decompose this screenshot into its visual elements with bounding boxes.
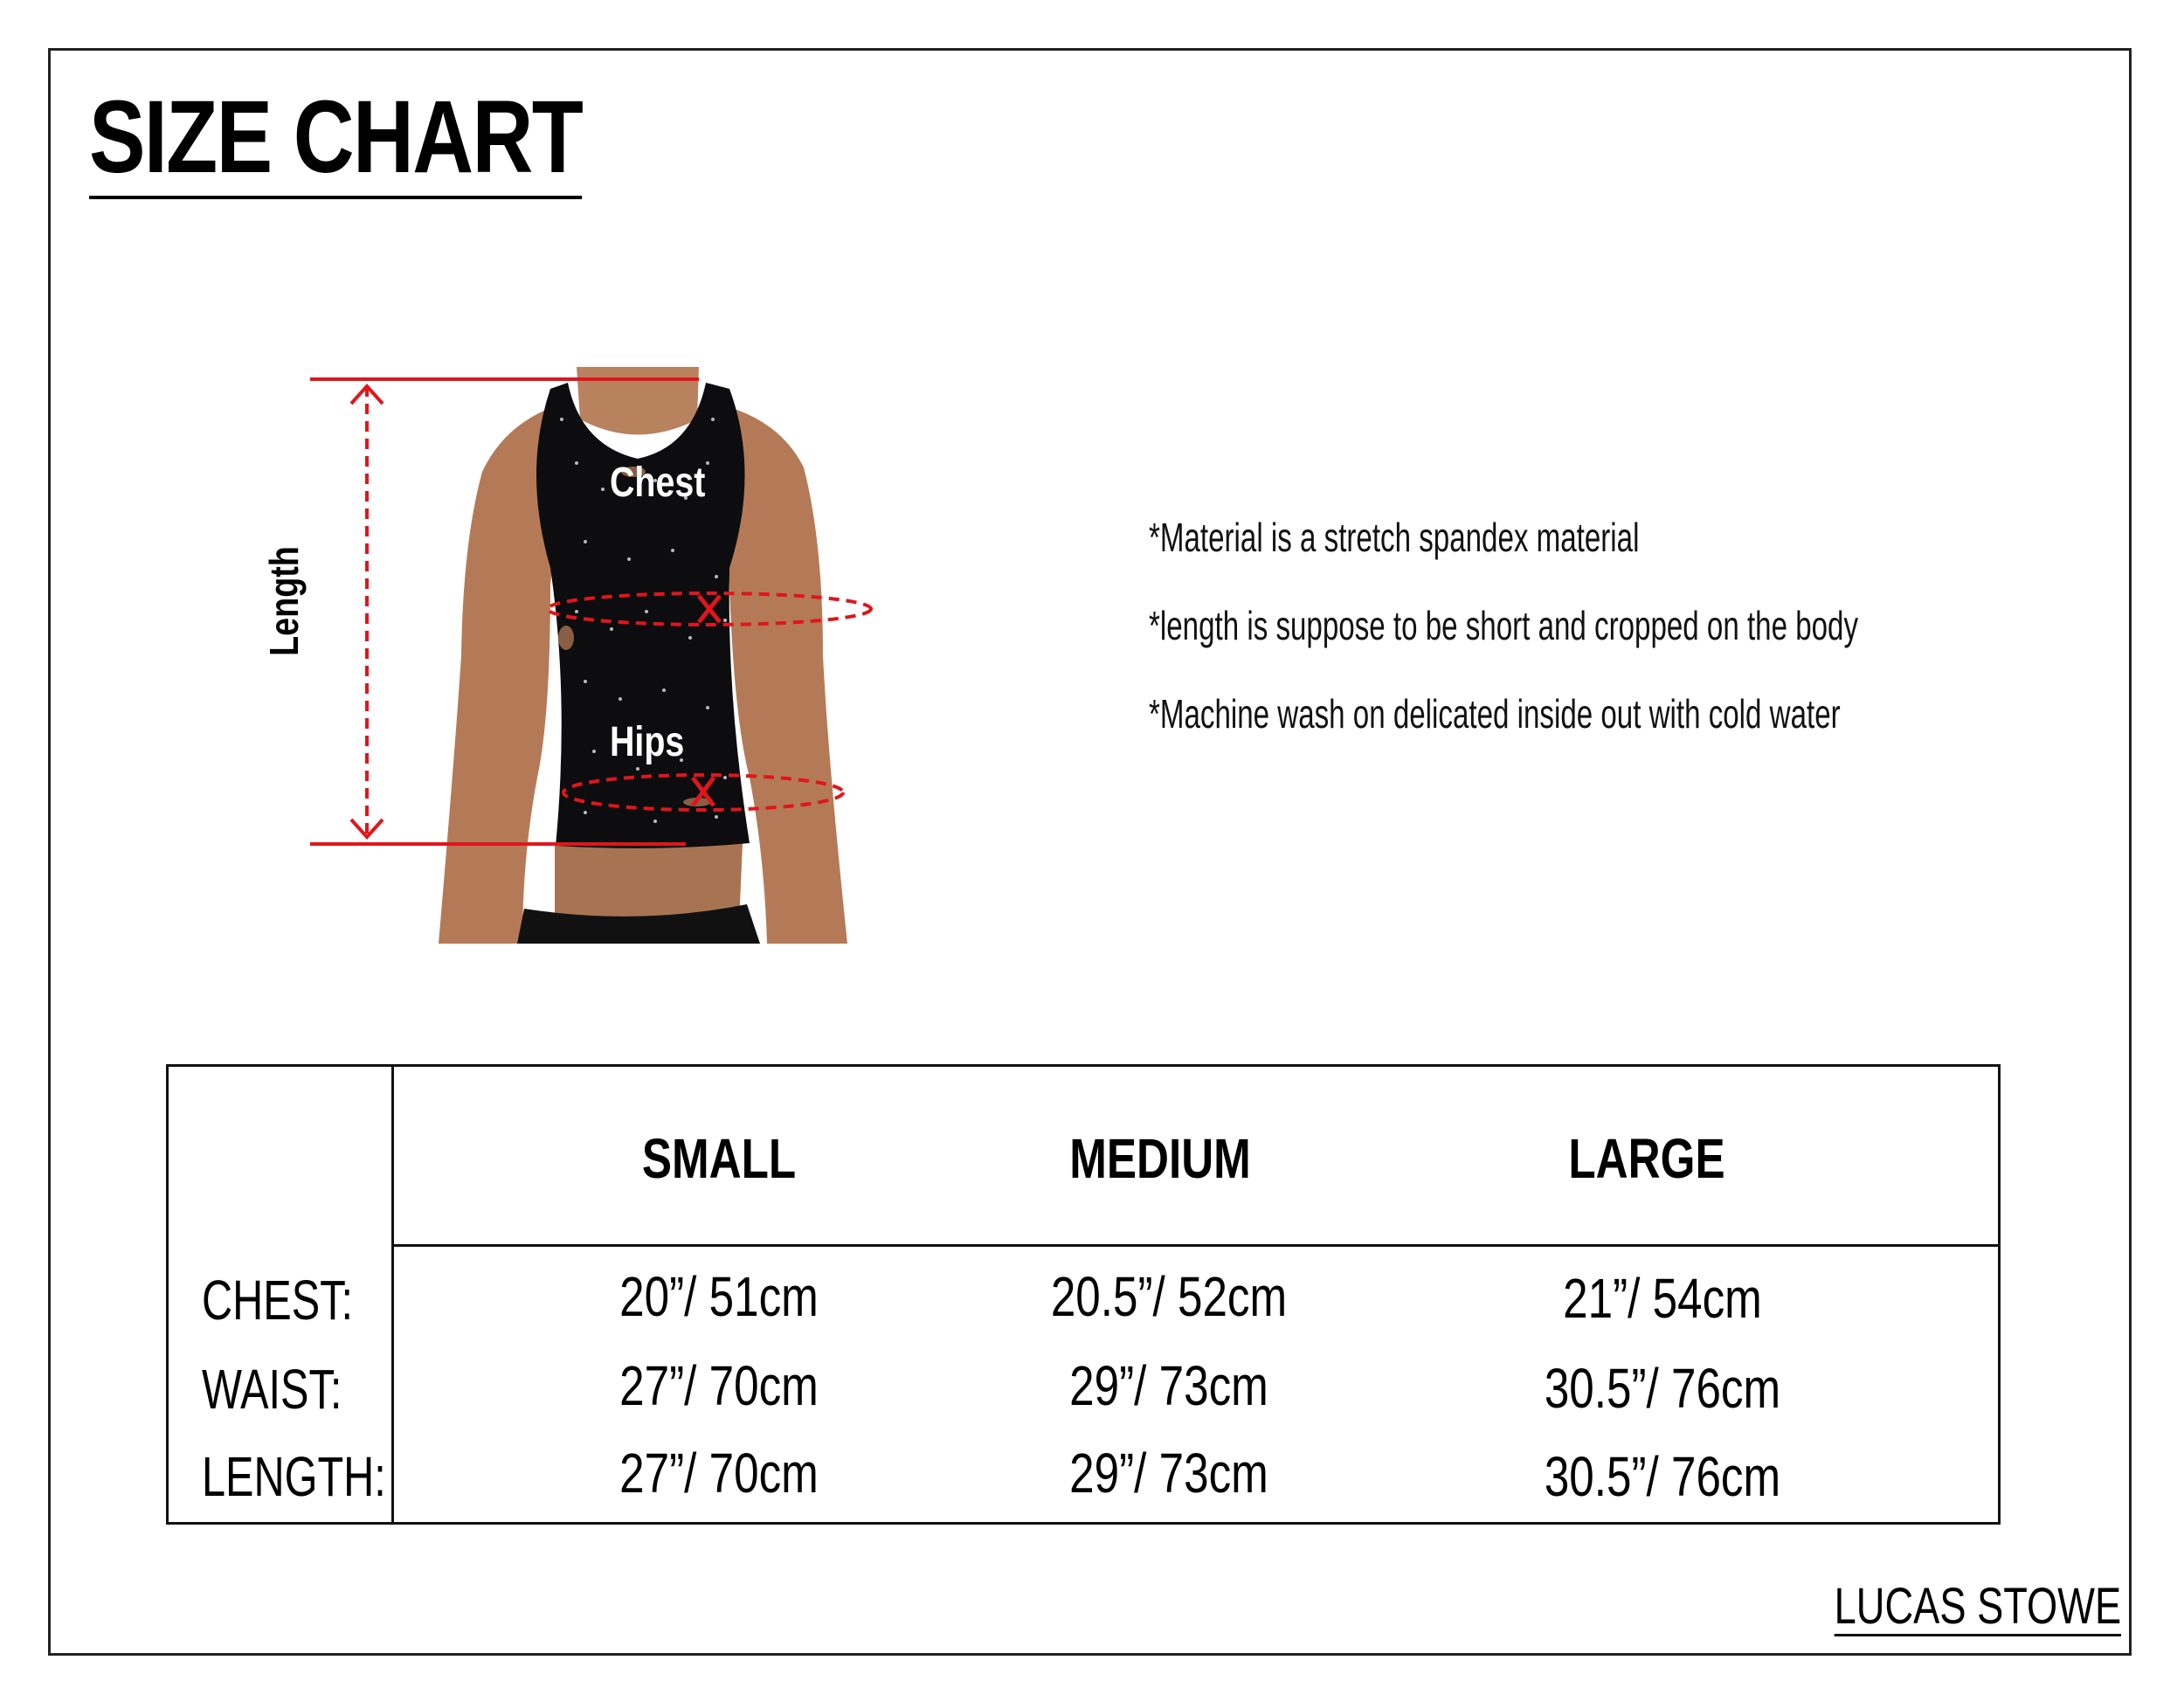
table-cell: 27”/ 70cm: [619, 1442, 819, 1505]
row-label-chest: CHEST:: [202, 1269, 353, 1332]
hips-label: Hips: [610, 719, 685, 765]
length-label: Length: [261, 546, 307, 656]
table-cell: 30.5”/ 76cm: [1544, 1357, 1781, 1420]
garment-illustration: [288, 367, 1005, 944]
column-header-large: LARGE: [1568, 1127, 1725, 1190]
column-header-medium: MEDIUM: [1069, 1127, 1251, 1190]
chest-label: Chest: [610, 460, 706, 506]
table-cell: 27”/ 70cm: [619, 1354, 819, 1417]
care-notes: [1149, 515, 2022, 780]
table-cell: 21”/ 54cm: [1563, 1267, 1762, 1330]
note-material: *Material is a stretch spandex material: [1149, 515, 1640, 560]
brand-name: LUCAS STOWE: [1834, 1578, 2121, 1635]
table-cell: 29”/ 73cm: [1069, 1354, 1268, 1417]
row-label-length: LENGTH:: [202, 1445, 386, 1508]
table-cell: 29”/ 73cm: [1069, 1442, 1268, 1505]
table-cell: 20”/ 51cm: [619, 1265, 819, 1328]
note-length: *length is suppose to be short and cropped on the body: [1149, 603, 1859, 648]
size-table: [166, 1064, 2001, 1525]
table-cell: 20.5”/ 52cm: [1050, 1265, 1288, 1328]
note-washing: *Machine wash on delicated inside out with cold water: [1149, 691, 1841, 737]
table-divider-vertical: [391, 1067, 394, 1522]
table-cell: 30.5”/ 76cm: [1544, 1445, 1781, 1508]
table-divider-horizontal: [391, 1244, 1998, 1247]
garment-measurement-figure: [261, 367, 1005, 944]
row-label-waist: WAIST:: [202, 1358, 342, 1421]
page-title: SIZE CHART: [89, 80, 582, 199]
column-header-small: SMALL: [641, 1127, 797, 1190]
